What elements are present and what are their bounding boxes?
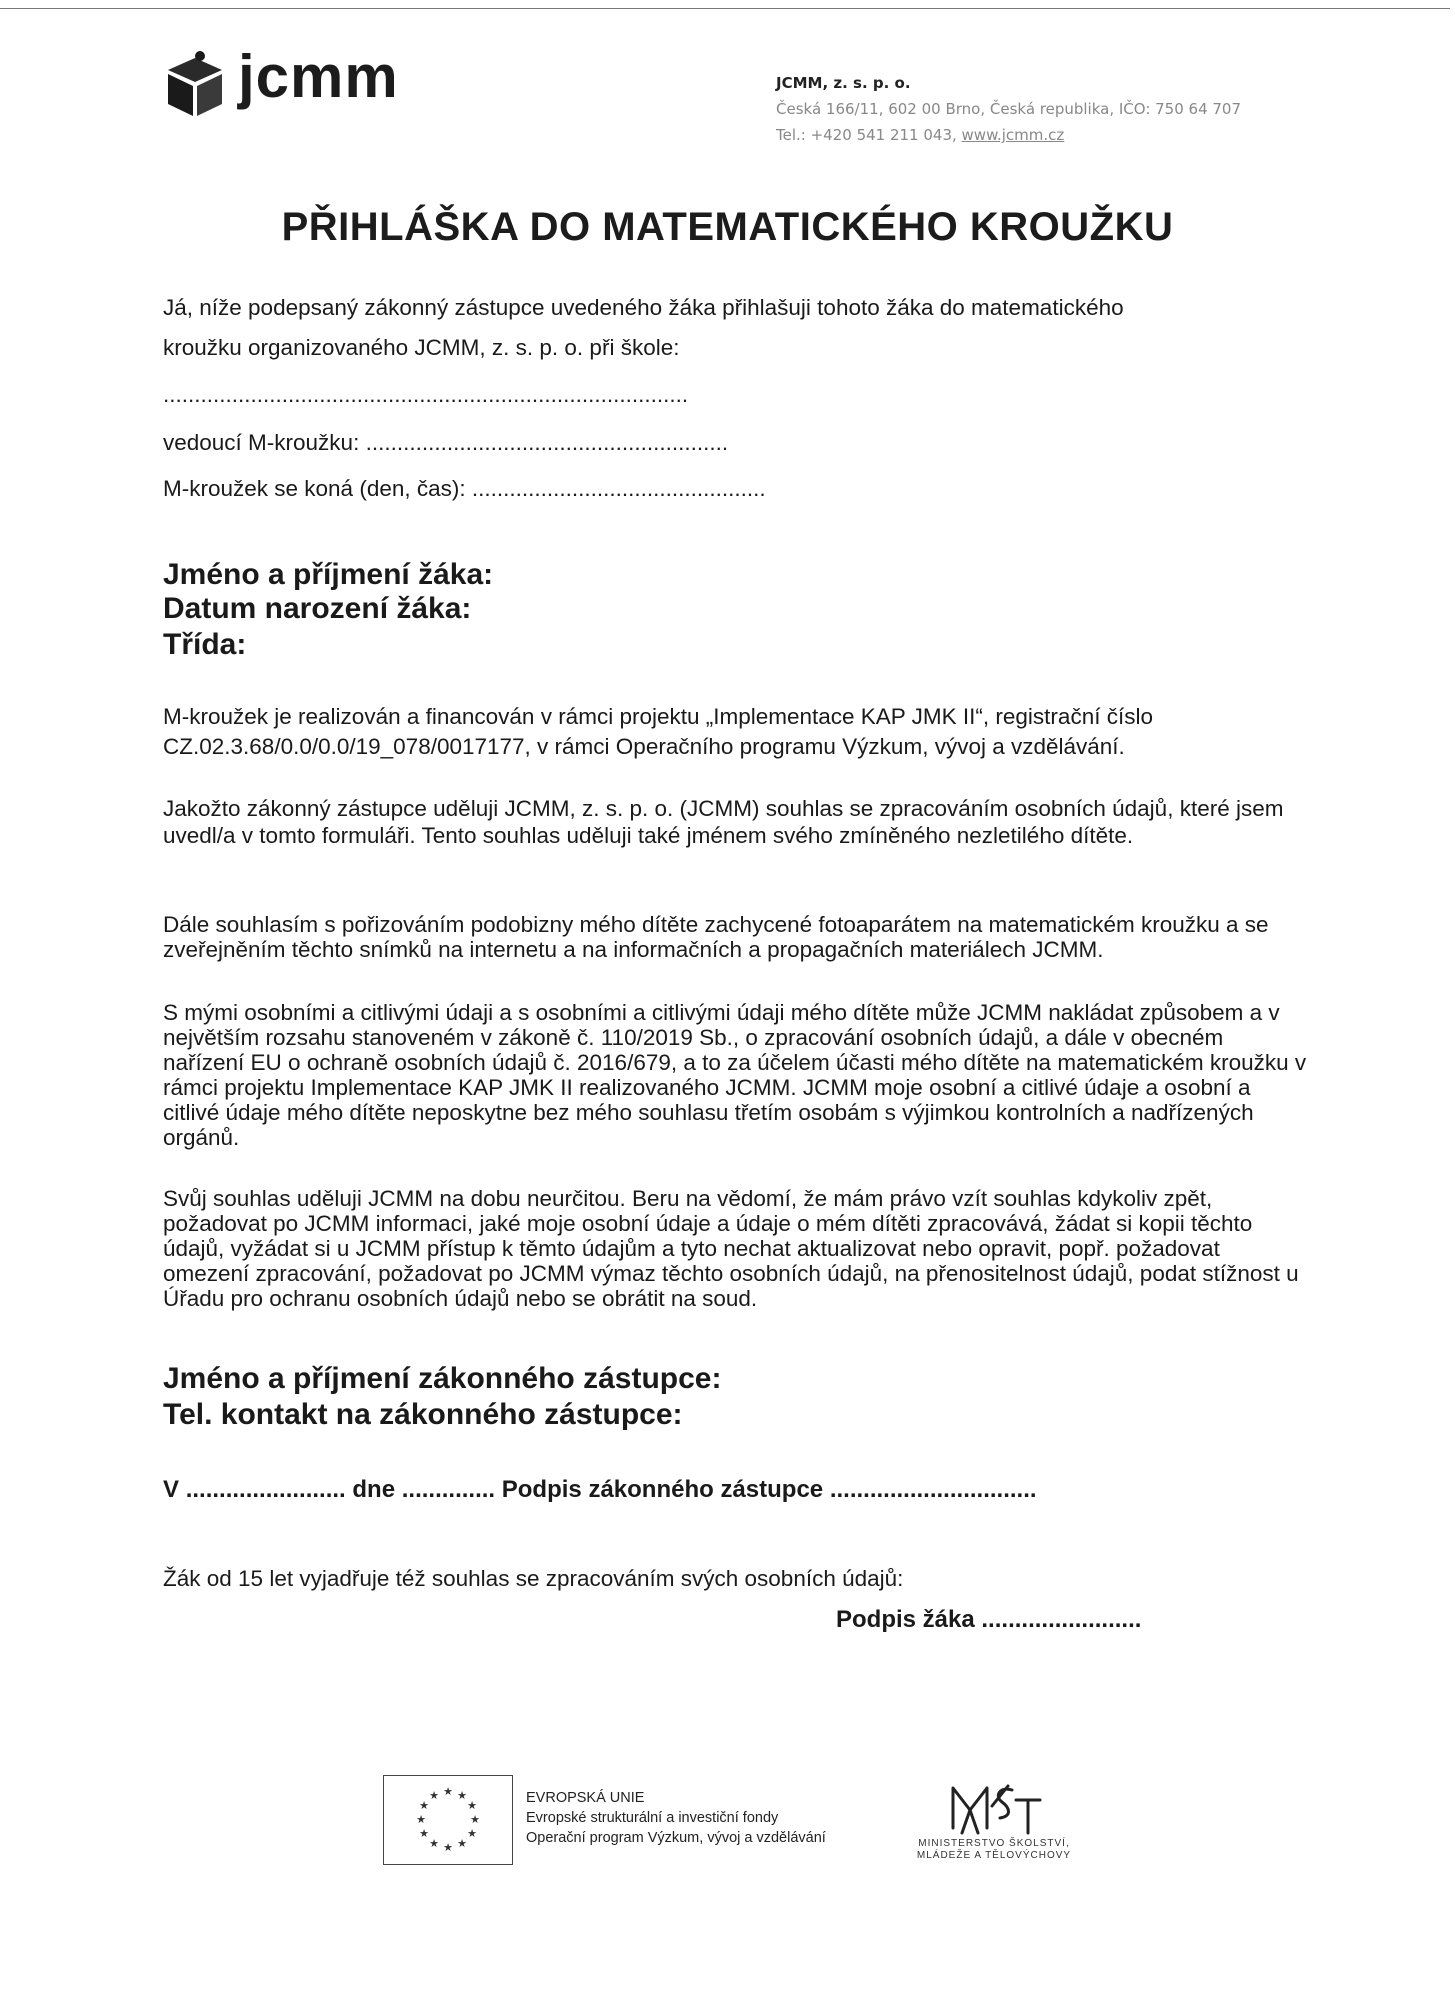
guardian-phone-label: Tel. kontakt na zákonného zástupce: xyxy=(163,1398,683,1431)
schedule-label: M-kroužek se koná (den, čas): xyxy=(163,476,472,501)
date-label: dne xyxy=(352,1476,396,1503)
guardian-name-label: Jméno a příjmení zákonného zástupce: xyxy=(163,1362,722,1395)
org-address: Česká 166/11, 602 00 Brno, Česká republika, IČO: 750 64 707 xyxy=(776,100,1242,118)
page-title: PŘIHLÁŠKA DO MATEMATICKÉHO KROUŽKU xyxy=(281,205,1174,249)
svg-text:★: ★ xyxy=(419,1827,429,1840)
svg-text:★: ★ xyxy=(429,1789,439,1802)
svg-text:★: ★ xyxy=(470,1813,480,1826)
place-label: V xyxy=(163,1476,180,1503)
logo-text: jcmm xyxy=(238,43,399,110)
guardian-signature-field[interactable]: ............................... xyxy=(829,1476,1037,1503)
consent-paragraph-4: Svůj souhlas uděluji JCMM na dobu neurčitou. Beru na vědomí, že mám právo vzít souhlas kdykoliv zpět, požadovat po JCMM informaci, jaké moje osobní údaje a údaje o mém dítěti zpracovává, žádat si kopii těchto údajů, vyžádat si u JCMM přístup k těmto údajům a tyto nechat aktualizovat nebo opravit, popř. požadovat omezení zpracování, požadovat po JCMM výmaz těchto osobních údajů, na přenositelnost údajů, podat stížnost u Úřadu pro ochranu osobních údajů nebo se obrátit na soud. xyxy=(163,1186,1299,1311)
msmt-line-2: MLÁDEŽE A TĚLOVÝCHOVY xyxy=(916,1850,1072,1861)
leader-field[interactable] xyxy=(163,430,728,456)
student-signature-row xyxy=(836,1606,1141,1634)
msmt-text xyxy=(904,1838,1084,1862)
date-field[interactable]: .............. xyxy=(401,1476,496,1503)
eu-line-2: Evropské strukturální a investiční fondy xyxy=(526,1810,779,1826)
leader-blank[interactable]: .......................................................... xyxy=(365,430,729,455)
svg-text:★: ★ xyxy=(443,1785,453,1798)
schedule-field[interactable] xyxy=(163,476,766,502)
student-signature-field[interactable]: ........................ xyxy=(981,1606,1142,1633)
org-name: JCMM, z. s. p. o. xyxy=(776,74,911,92)
org-phone: Tel.: +420 541 211 043, xyxy=(776,126,962,144)
consent-paragraph-2: Dále souhlasím s pořizováním podobizny mého dítěte zachycené fotoaparátem na matematickém kroužku a se zveřejněním těchto snímků na internetu a na informačních a propagačních materiálech JCMM. xyxy=(163,912,1269,962)
cube-icon xyxy=(160,50,230,120)
school-field[interactable]: .................................................................................... xyxy=(163,382,689,407)
eu-line-3: Operační program Výzkum, vývoj a vzdělávání xyxy=(526,1830,826,1846)
svg-text:★: ★ xyxy=(419,1799,429,1812)
eu-line-1: EVROPSKÁ UNIE xyxy=(526,1790,645,1806)
scan-edge-line xyxy=(0,8,1450,9)
student-dob-label: Datum narození žáka: xyxy=(163,592,472,625)
consent-paragraph-3: S mými osobními a citlivými údaji a s osobními a citlivými údaji mého dítěte může JCMM nakládat způsobem a v největším rozsahu stanoveném v zákoně č. 110/2019 Sb., o zpracování osobních údajů, a dále v obecném nařízení EU o ochraně osobních údajů č. 2016/679, a to za účelem účasti mého dítěte na matematickém kroužku v rámci projektu Implementace KAP JMK II realizovaného JCMM. JCMM moje osobní a citlivé údaje a osobní a citlivé údaje mého dítěte neposkytne bez mého souhlasu třetím osobám s výjimkou kontrolních a nadřízených orgánů. xyxy=(163,1000,1307,1150)
intro-text xyxy=(163,288,1303,368)
svg-text:★: ★ xyxy=(467,1827,477,1840)
student-name-label: Jméno a příjmení žáka: xyxy=(163,558,494,591)
intro-line-1: Já, níže podepsaný zákonný zástupce uvedeného žáka přihlašuji tohoto žáka do matematického xyxy=(163,295,1124,320)
svg-text:★: ★ xyxy=(467,1799,477,1812)
eu-flag-logo xyxy=(383,1775,513,1865)
org-contact xyxy=(776,122,1241,148)
org-web-link[interactable]: www.jcmm.cz xyxy=(961,126,1065,144)
consent-paragraph-1: Jakožto zákonný zástupce uděluji JCMM, z. s. p. o. (JCMM) souhlas se zpracováním osobních údajů, které jsem uvedl/a v tomto formuláři. Tento souhlas uděluji také jménem svého zmíněného nezletilého dítěte. xyxy=(163,796,1284,848)
project-paragraph: M-kroužek je realizován a financován v rámci projektu „Implementace KAP JMK II“, registrační číslo CZ.02.3.68/0.0/0.0/19_078/0017177, v rámci Operačního programu Výzkum, vývoj a vzdělávání. xyxy=(163,704,1153,759)
org-info xyxy=(776,70,1241,148)
student-consent-note: Žák od 15 let vyjadřuje též souhlas se zpracováním svých osobních údajů: xyxy=(163,1566,904,1591)
student-class-label: Třída: xyxy=(163,628,247,661)
schedule-blank[interactable]: ............................................... xyxy=(471,476,766,501)
svg-text:★: ★ xyxy=(443,1841,453,1854)
place-field[interactable]: ........................ xyxy=(185,1476,346,1503)
svg-text:★: ★ xyxy=(457,1789,467,1802)
student-signature-label: Podpis žáka xyxy=(836,1606,975,1633)
jcmm-logo xyxy=(160,43,430,128)
eu-stars-icon xyxy=(384,1776,512,1864)
msmt-line-1: MINISTERSTVO ŠKOLSTVÍ, xyxy=(918,1838,1070,1849)
leader-label: vedoucí M-kroužku: xyxy=(163,430,366,455)
svg-text:★: ★ xyxy=(457,1837,467,1850)
signature-row xyxy=(163,1476,1303,1504)
guardian-signature-label: Podpis zákonného zástupce xyxy=(501,1476,824,1503)
svg-text:★: ★ xyxy=(416,1813,426,1826)
svg-text:★: ★ xyxy=(429,1837,439,1850)
eu-text xyxy=(526,1788,826,1848)
intro-line-2: kroužku organizovaného JCMM, z. s. p. o. při škole: xyxy=(163,335,680,360)
